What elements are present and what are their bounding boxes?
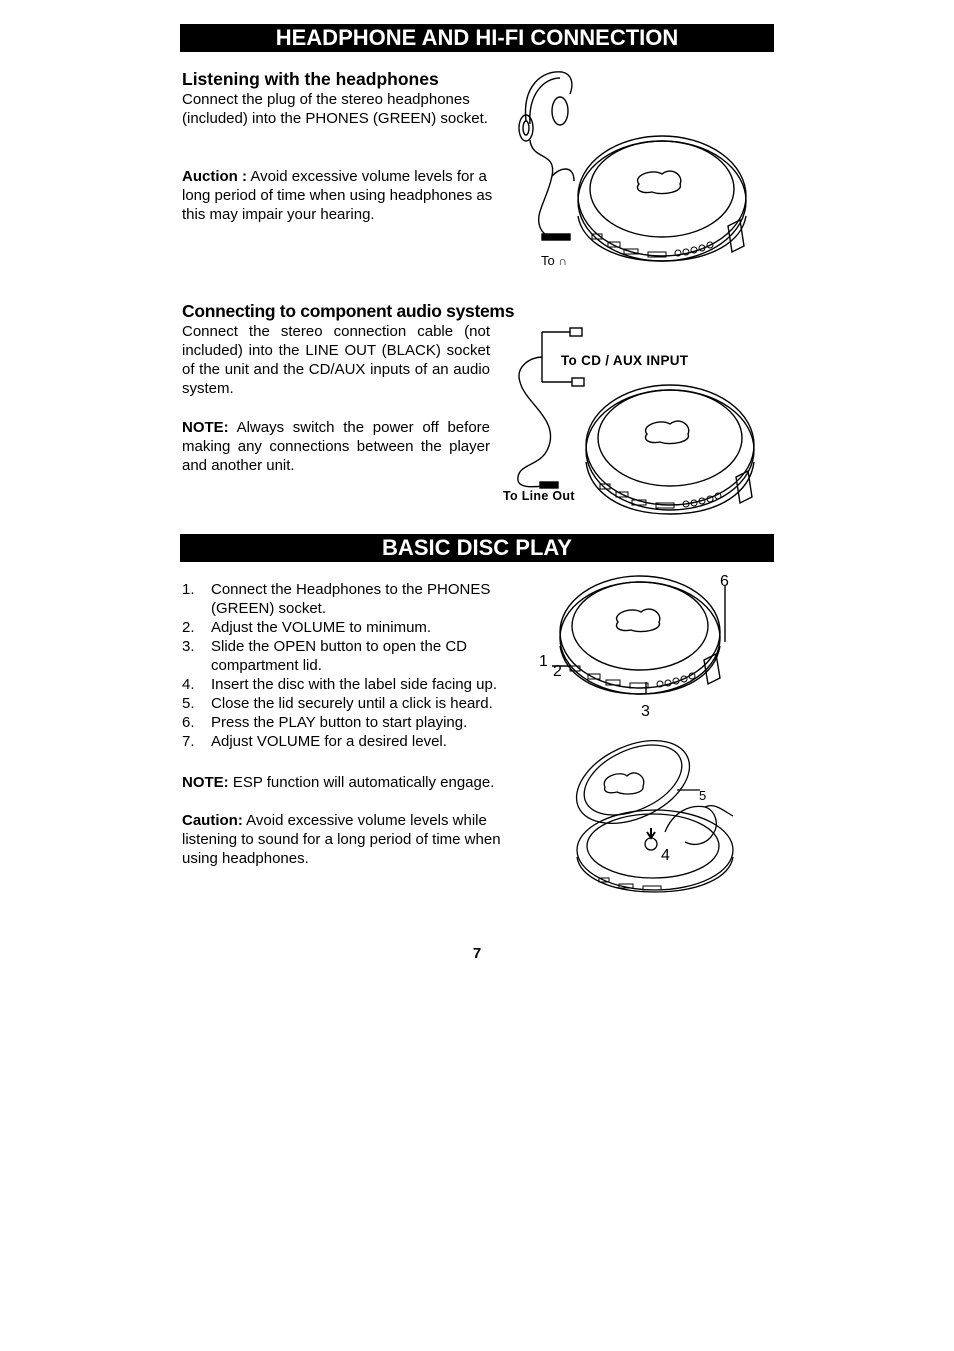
player-controls-figure	[540, 570, 740, 720]
callout-1: 1	[539, 653, 548, 670]
basic-caution	[182, 811, 502, 868]
basic-caution-text: Avoid excessive volume levels while listening to sound for a long period of time when using headphones.	[182, 812, 501, 867]
section-title-basic: BASIC DISC PLAY	[180, 534, 774, 562]
callout-3: 3	[641, 703, 650, 720]
caution-text: Avoid excessive volume levels for a long period of time when using headphones as this may impair your hearing.	[182, 168, 493, 223]
insert-disc-figure	[565, 732, 740, 897]
headphones-player-figure	[512, 66, 757, 276]
list-item: 3. Slide the OPEN button to open the CD compartment lid.	[182, 638, 467, 674]
section-title-headphone: HEADPHONE AND HI-FI CONNECTION	[180, 24, 774, 52]
esp-note-label: NOTE:	[182, 774, 229, 791]
list-item: 7. Adjust VOLUME for a desired level.	[182, 733, 447, 750]
caution-label: Auction :	[182, 168, 247, 185]
steps-list	[182, 580, 527, 751]
listening-text: Connect the plug of the stereo headphones (included) into the PHONES (GREEN) socket.	[182, 91, 488, 127]
caution-paragraph	[182, 167, 504, 224]
callout-4: 4	[661, 847, 670, 864]
listening-heading: Listening with the headphones	[182, 69, 439, 89]
list-item: 5. Close the lid securely until a click is heard.	[182, 695, 493, 712]
list-item: 6. Press the PLAY button to start playing.	[182, 714, 468, 731]
page-number: 7	[472, 945, 482, 962]
headphone-icon: ∩	[558, 254, 567, 268]
component-heading: Connecting to component audio systems	[182, 301, 515, 321]
figure1-label: To ∩	[541, 253, 567, 268]
list-item: 1. Connect the Headphones to the PHONES (GREEN) socket.	[182, 581, 491, 617]
line-out-label: To Line Out	[503, 489, 575, 503]
callout-6: 6	[720, 573, 729, 590]
esp-note-text: ESP function will automatically engage.	[228, 774, 495, 791]
esp-note	[182, 773, 527, 792]
note-label: NOTE:	[182, 419, 229, 436]
callout-2: 2	[553, 663, 562, 680]
note-text: Always switch the power off before making any connections between the player and another unit.	[182, 419, 490, 474]
list-item: 4. Insert the disc with the label side facing up.	[182, 676, 497, 693]
list-item: 2. Adjust the VOLUME to minimum.	[182, 619, 432, 636]
note-paragraph	[182, 418, 490, 475]
component-text: Connect the stereo connection cable (not included) into the LINE OUT (BLACK) socket of the unit and the CD/AUX inputs of an audio system.	[182, 323, 490, 397]
basic-caution-label: Caution:	[182, 812, 243, 829]
cd-aux-input-label: To CD / AUX INPUT	[561, 353, 689, 368]
callout-5: 5	[699, 788, 707, 803]
